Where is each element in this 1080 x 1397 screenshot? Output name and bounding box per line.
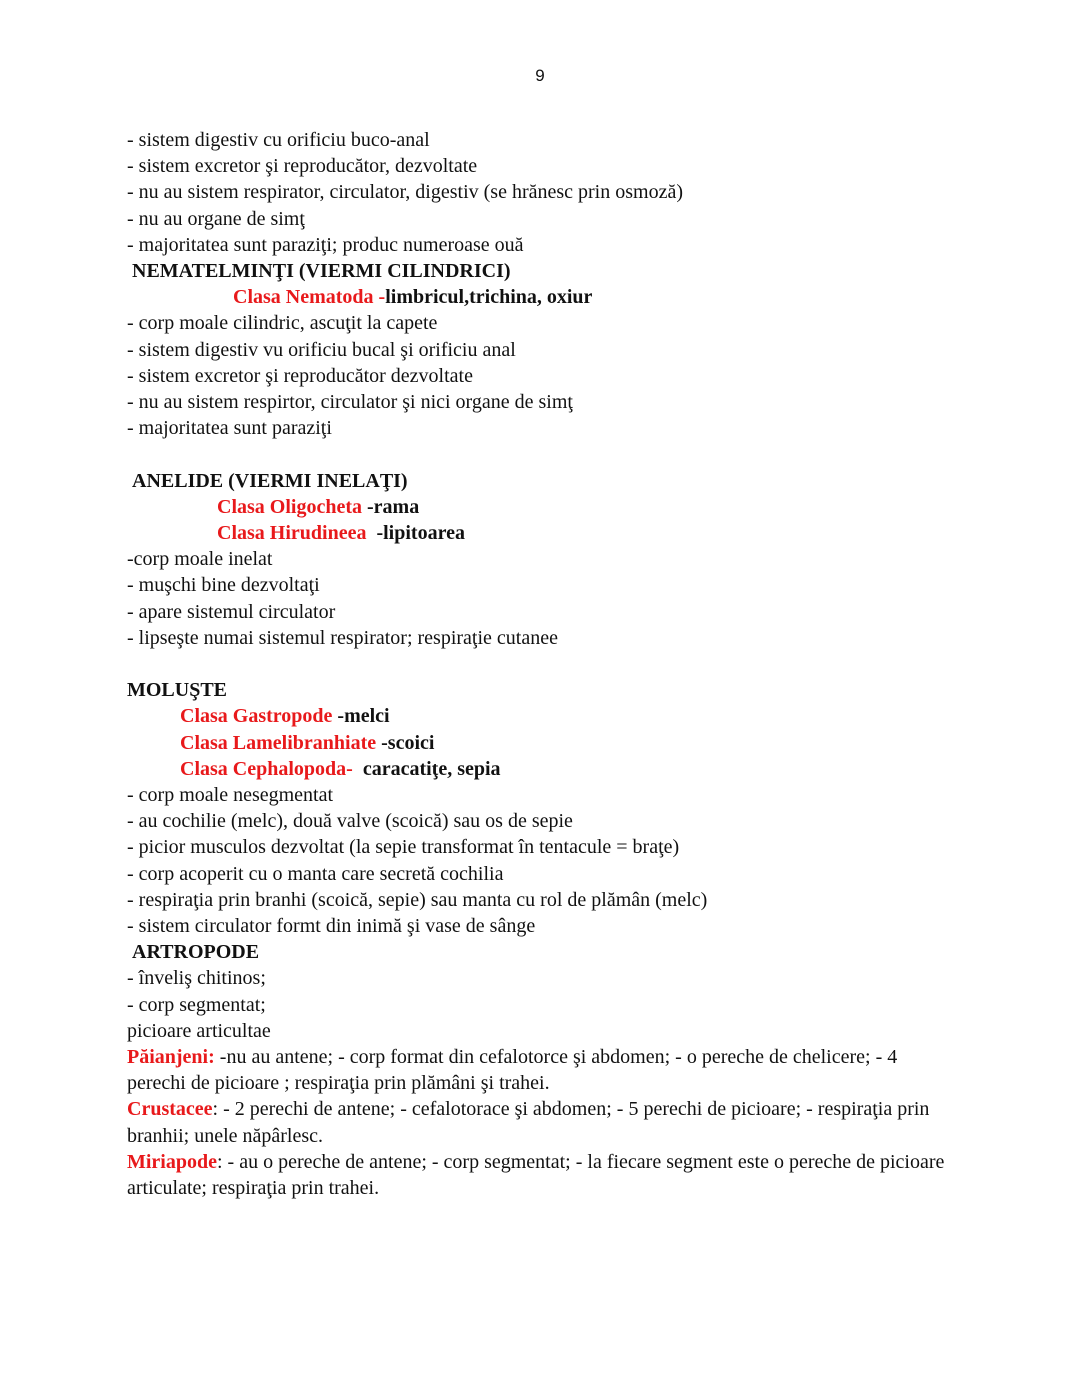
trait-item: - apare sistemul circulator: [127, 600, 336, 623]
trait-item: - înveliş chitinos;: [127, 967, 266, 990]
class-name: Clasa Hirudineea: [217, 522, 367, 545]
class-row: [127, 284, 952, 310]
document-body: [127, 127, 952, 1201]
bullet-item: - majoritatea sunt paraziţi; produc numeroase ouă: [127, 233, 524, 256]
trait-item: - au cochilie (melc), două valve (scoică) sau os de sepie: [127, 810, 573, 833]
intro-section: [127, 127, 952, 258]
class-examples: -rama: [362, 495, 420, 518]
trait-item: - nu au sistem respirtor, circulator şi nici organe de simţ: [127, 391, 573, 414]
class-row: [127, 494, 952, 520]
anelide-section: [127, 468, 952, 651]
bullet-item: - sistem digestiv cu orificiu buco-anal: [127, 129, 430, 151]
class-examples: caracatiţe, sepia: [352, 757, 501, 780]
class-row: [127, 520, 952, 546]
trait-item: - muşchi bine dezvoltaţi: [127, 574, 320, 597]
class-examples: -lipitoarea: [366, 522, 465, 545]
group-name: Păianjeni:: [127, 1046, 215, 1069]
class-name: Clasa Oligocheta: [217, 495, 362, 518]
section-heading: ANELIDE (VIERMI INELAŢI): [132, 469, 408, 492]
class-examples: -melci: [332, 705, 390, 728]
class-name: Clasa Lamelibranhiate: [180, 731, 377, 754]
trait-item: - corp moale nesegmentat: [127, 784, 334, 807]
class-row: [127, 756, 952, 782]
section-heading: ARTROPODE: [132, 941, 260, 964]
trait-item: picioare articultae: [127, 1019, 271, 1042]
trait-item: - majoritatea sunt paraziţi: [127, 417, 332, 440]
bullet-item: - nu au organe de simţ: [127, 207, 305, 230]
trait-item: - lipseşte numai sistemul respirator; respiraţie cutanee: [127, 626, 558, 649]
group-paragraph: [127, 1096, 952, 1148]
class-examples: limbricul,trichina, oxiur: [385, 286, 593, 309]
group-name: Miriapode: [127, 1150, 217, 1173]
class-name: Clasa Nematoda -: [233, 286, 386, 309]
trait-item: - sistem excretor şi reproducător dezvoltate: [127, 364, 473, 387]
group-text: : - au o pereche de antene; - corp segmentat; - la fiecare segment este o pereche de picioare articulate; respiraţia prin trahei.: [127, 1150, 945, 1200]
trait-item: - corp acoperit cu o manta care secretă cochilia: [127, 862, 504, 885]
trait-item: - respiraţia prin branhi (scoică, sepie) sau manta cu rol de plămân (melc): [127, 888, 708, 911]
moluste-section: [127, 677, 952, 939]
trait-item: - sistem circulator formt din inimă şi vase de sânge: [127, 915, 536, 938]
nematelminti-section: [127, 258, 952, 441]
class-name: Clasa Cephalopoda-: [180, 757, 353, 780]
group-text: : - 2 perechi de antene; - cefalotorace şi abdomen; - 5 perechi de picioare; - respiraţia prin branhii; unele năpârlesc.: [127, 1098, 930, 1147]
trait-item: - sistem digestiv vu orificiu bucal şi orificiu anal: [127, 338, 516, 361]
artropode-section: [127, 939, 952, 1201]
class-row: [127, 730, 952, 756]
class-row: [127, 703, 952, 729]
trait-item: -corp moale inelat: [127, 548, 273, 571]
trait-item: - corp segmentat;: [127, 993, 266, 1016]
section-heading: MOLUŞTE: [127, 679, 228, 702]
class-examples: -scoici: [376, 731, 435, 754]
bullet-item: - nu au sistem respirator, circulator, digestiv (se hrănesc prin osmoză): [127, 181, 683, 204]
section-heading: NEMATELMINŢI (VIERMI CILINDRICI): [132, 260, 511, 283]
group-paragraph: [127, 1149, 952, 1201]
group-text: -nu au antene; - corp format din cefalotorce şi abdomen; - o pereche de chelicere; - 4 perechi de picioare ; respiraţia prin plămâni şi trahei.: [127, 1046, 898, 1095]
group-name: Crustacee: [127, 1098, 213, 1121]
trait-item: - corp moale cilindric, ascuţit la capete: [127, 312, 438, 335]
group-paragraph: [127, 1044, 952, 1096]
trait-item: - picior musculos dezvoltat (la sepie transformat în tentacule = braţe): [127, 836, 680, 859]
bullet-item: - sistem excretor şi reproducător, dezvoltate: [127, 155, 478, 178]
class-name: Clasa Gastropode: [180, 705, 333, 728]
page-number: 9: [535, 66, 545, 85]
